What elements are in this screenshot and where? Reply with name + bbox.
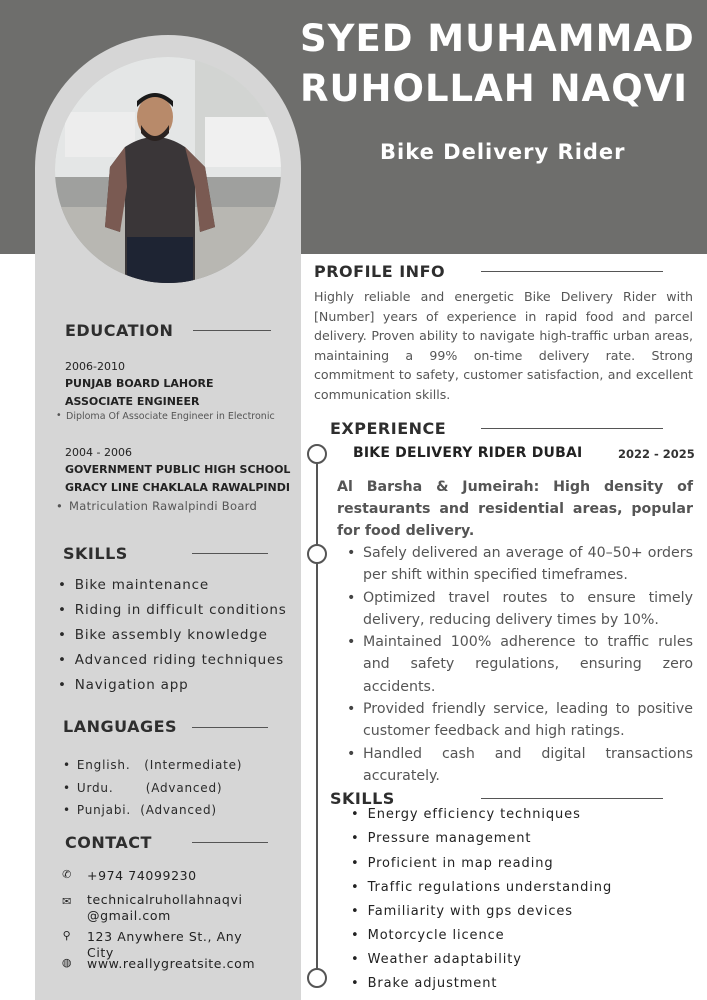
profile-photo-image [55,57,281,283]
skills-title: SKILLS [63,544,128,563]
skill-item: • Advanced riding techniques [58,652,284,668]
phone-icon: ✆ [62,868,72,881]
globe-icon: ◍ [61,956,73,969]
experience-divider [481,428,663,429]
skill-main-item: • Weather adaptability [351,952,522,967]
skill-main-item: • Traffic regulations understanding [351,880,612,895]
contact-email-text[interactable]: technicalruhollahnaqvi@gmail.com [87,892,243,923]
skill-main-item: • Pressure management [351,831,531,846]
profile-title: PROFILE INFO [314,262,446,281]
profile-photo [55,57,281,283]
experience-bullet: • Optimized travel routes to ensure timely delivery, reducing delivery times by 10%. [345,587,693,632]
education-years: 2004 - 2006 [65,446,132,459]
education-divider [193,330,271,331]
experience-title: EXPERIENCE [330,419,447,438]
education-bullet-icon: • [56,499,63,513]
skill-main-item: • Energy efficiency techniques [351,807,581,822]
timeline-node [307,544,327,564]
contact-title: CONTACT [65,833,152,852]
job-dates: 2022 - 2025 [618,447,695,461]
languages-divider [192,727,268,728]
education-years: 2006-2010 [65,360,125,373]
timeline-node [307,968,327,988]
skill-item: • Bike maintenance [58,577,209,593]
education-school: GOVERNMENT PUBLIC HIGH SCHOOL [65,463,291,476]
experience-bullets [345,542,693,787]
skills-main-divider [481,798,663,799]
education-school: PUNJAB BOARD LAHORE [65,377,214,390]
contact-phone-text: +974 74099230 [87,868,197,883]
education-degree: ASSOCIATE ENGINEER [65,395,200,408]
education-degree: GRACY LINE CHAKLALA RAWALPINDI [65,481,290,494]
contact-divider [192,842,268,843]
location-pin-icon: ⚲ [62,929,72,942]
language-item: • English. (Intermediate) [63,758,242,772]
skills-main-title: SKILLS [330,789,395,808]
timeline-line [316,454,318,978]
skills-divider [192,553,268,554]
job-location: Al Barsha & Jumeirah: High density of restaurants and residential areas, popular for food delivery. [337,479,693,539]
name-line-2: RUHOLLAH NAQVI [300,67,689,110]
contact-website-text[interactable]: www.reallygreatsite.com [87,956,256,971]
education-detail: Matriculation Rawalpindi Board [69,499,258,513]
education-detail: Diploma Of Associate Engineer in Electronic [66,411,275,422]
education-bullet-icon: • [56,410,62,421]
experience-bullet: • Maintained 100% adherence to traffic rules and safety regulations, ensuring zero accidents. [345,631,693,698]
education-entry-1 [65,358,290,411]
skill-main-item: • Brake adjustment [351,976,497,991]
education-title: EDUCATION [65,321,174,340]
languages-title: LANGUAGES [63,717,178,736]
name-line-1: SYED MUHAMMAD [300,17,695,60]
contact-address-text: 123 Anywhere St., Any City [87,929,243,960]
skill-main-item: • Familiarity with gps devices [351,904,573,919]
job-title: BIKE DELIVERY RIDER DUBAI [353,445,583,461]
candidate-name [300,14,700,114]
experience-bullet: • Safely delivered an average of 40–50+ orders per shift within specified timeframes. [345,542,693,587]
profile-summary: Highly reliable and energetic Bike Delivery Rider with [Number] years of experience in rapid food and parcel delivery. Proven ability to navigate high-traffic urban areas, maintaining a 99% on-time delivery rate. Strong commitment to safety, customer satisfaction, and excellent communication skills. [314,289,693,402]
language-item: • Urdu. (Advanced) [63,781,222,795]
timeline-node [307,444,327,464]
skill-main-item: • Proficient in map reading [351,856,554,871]
skill-main-item: • Motorcycle licence [351,928,505,943]
experience-bullet: • Provided friendly service, leading to positive customer feedback and high ratings. [345,698,693,743]
skill-item: • Riding in difficult conditions [58,602,287,618]
envelope-icon: ✉ [62,895,72,908]
skill-item: • Navigation app [58,677,188,693]
skill-item: • Bike assembly knowledge [58,627,268,643]
education-entry-2 [65,444,295,497]
job-role: Bike Delivery Rider [380,140,626,164]
profile-divider [481,271,663,272]
experience-bullet: • Handled cash and digital transactions accurately. [345,743,693,788]
language-item: • Punjabi. (Advanced) [63,803,217,817]
